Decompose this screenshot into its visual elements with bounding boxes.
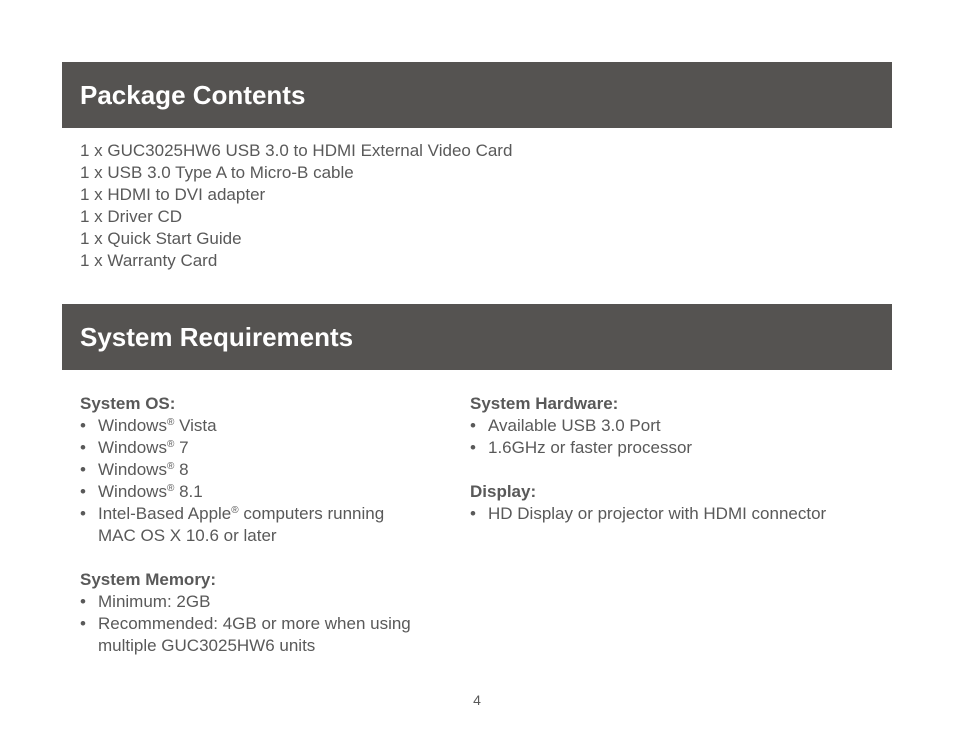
list-item: • Minimum: 2GB <box>80 592 211 611</box>
package-contents-banner <box>62 62 892 128</box>
registered-mark: ® <box>166 439 175 450</box>
system-hardware-heading: System Hardware: <box>470 394 619 413</box>
registered-mark: ® <box>166 461 175 472</box>
package-contents-title: Package Contents <box>80 79 306 110</box>
bullet-icon: • <box>80 592 86 611</box>
bullet-icon: • <box>470 416 476 435</box>
list-item: 1 x USB 3.0 Type A to Micro-B cable <box>80 163 354 182</box>
system-os-heading: System OS: <box>80 394 176 413</box>
requirements-right-column <box>470 393 890 525</box>
list-item: 1 x Driver CD <box>80 207 183 226</box>
list-item: • HD Display or projector with HDMI connector <box>470 504 827 523</box>
bullet-icon: • <box>470 504 476 523</box>
bullet-icon: • <box>470 438 476 457</box>
list-item: • Windows® 7 <box>80 438 189 457</box>
system-memory-heading: System Memory: <box>80 570 217 589</box>
bullet-icon: • <box>80 614 86 633</box>
system-os-list <box>80 415 460 547</box>
bullet-icon: • <box>80 504 86 523</box>
list-item: • 1.6GHz or faster processor <box>470 438 693 457</box>
page-number: 4 <box>473 692 481 708</box>
list-item: 1 x HDMI to DVI adapter <box>80 185 266 204</box>
registered-mark: ® <box>166 483 175 494</box>
list-item: 1 x GUC3025HW6 USB 3.0 to HDMI External Video Card <box>80 141 513 160</box>
package-contents-list <box>80 140 512 272</box>
bullet-icon: • <box>80 460 86 479</box>
list-item: 1 x Warranty Card <box>80 251 218 270</box>
system-requirements-title: System Requirements <box>80 321 354 352</box>
bullet-icon: • <box>80 438 86 457</box>
display-heading: Display: <box>470 482 537 501</box>
requirements-left-column <box>80 393 460 657</box>
list-item: 1 x Quick Start Guide <box>80 229 242 248</box>
system-hardware-list <box>470 415 890 459</box>
system-memory-list <box>80 591 460 657</box>
registered-mark: ® <box>166 417 175 428</box>
bullet-icon: • <box>80 416 86 435</box>
list-item: • Available USB 3.0 Port <box>470 416 661 435</box>
list-item: • Windows® 8.1 <box>80 482 203 501</box>
system-requirements-banner <box>62 304 892 370</box>
display-list <box>470 503 890 525</box>
list-item: • Windows® Vista <box>80 416 217 435</box>
list-item: • Intel-Based Apple® computers running MAC OS X 10.6 or later <box>80 504 385 545</box>
bullet-icon: • <box>80 482 86 501</box>
list-item: • Recommended: 4GB or more when using multiple GUC3025HW6 units <box>80 614 411 655</box>
list-item: • Windows® 8 <box>80 460 189 479</box>
registered-mark: ® <box>231 505 239 516</box>
